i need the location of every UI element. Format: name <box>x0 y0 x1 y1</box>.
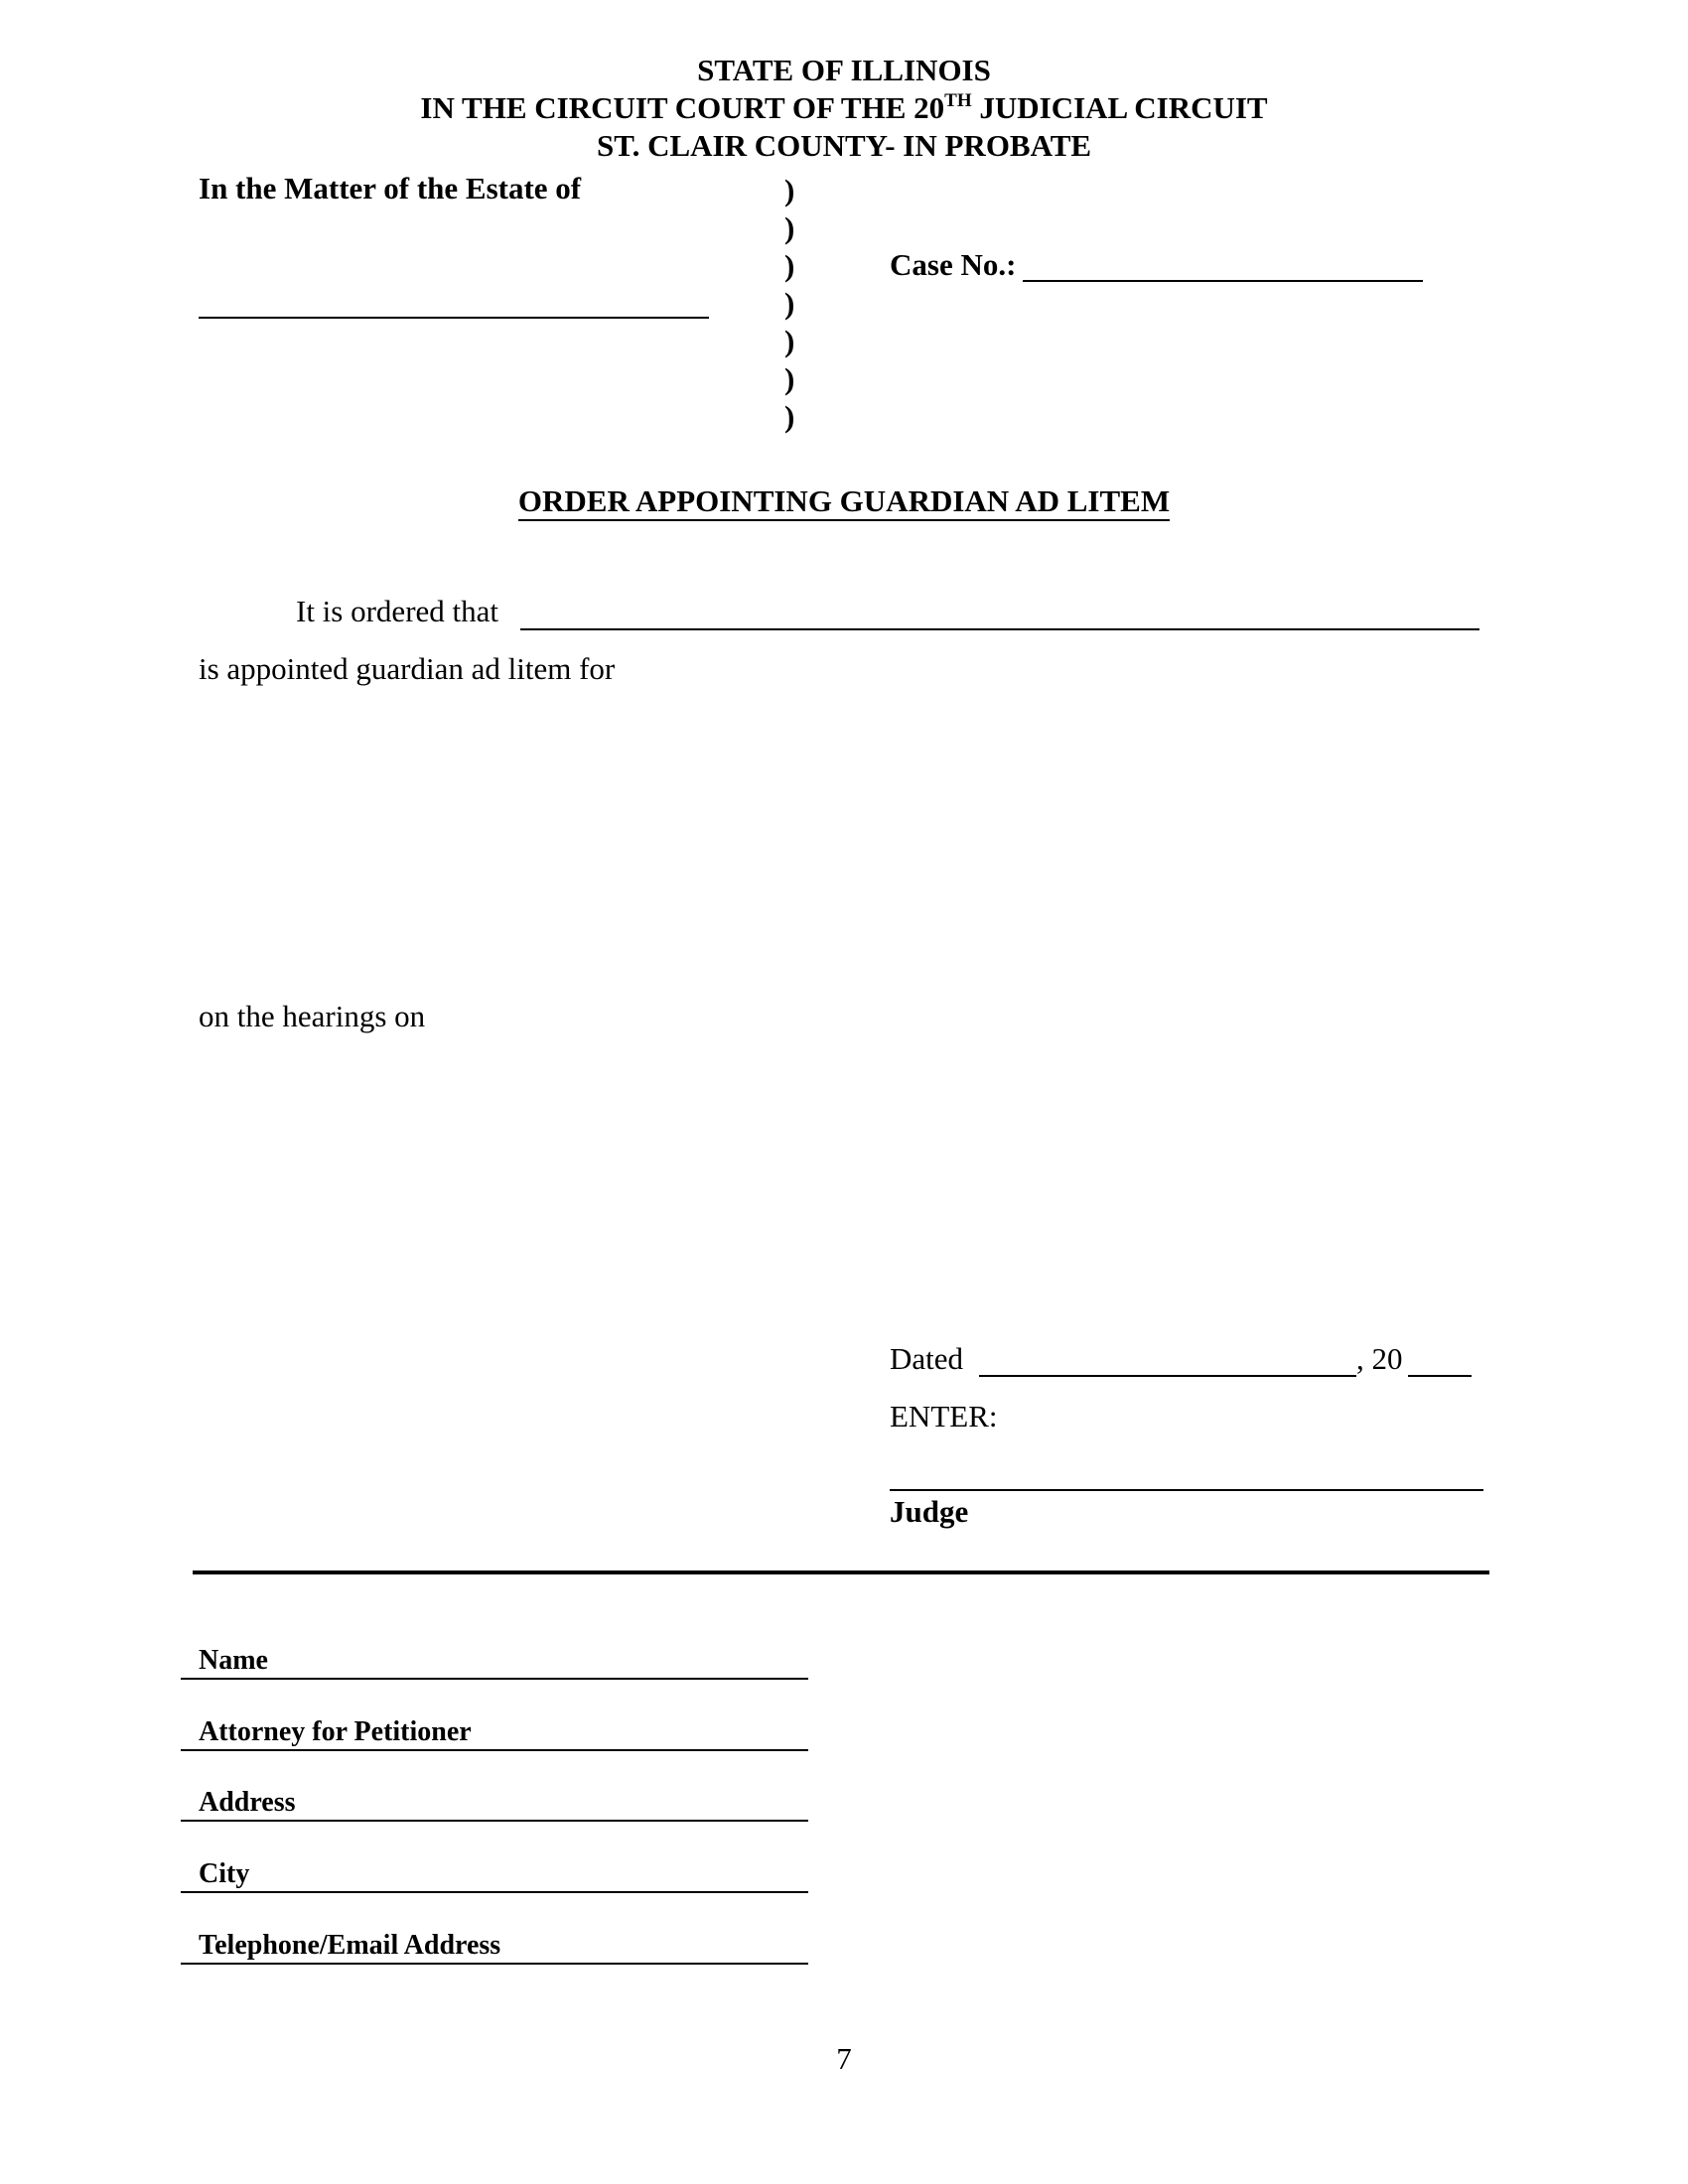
header-court-prefix: IN THE CIRCUIT COURT OF THE 20 <box>420 90 945 125</box>
dated-label: Dated <box>890 1341 964 1376</box>
estate-matter-label: In the Matter of the Estate of <box>199 171 582 205</box>
caption-paren: ) <box>784 173 795 207</box>
attorney-name-line[interactable] <box>181 1678 808 1680</box>
attorney-name-label: Name <box>199 1645 268 1676</box>
attorney-telephone-email-line[interactable] <box>181 1963 808 1965</box>
caption-paren: ) <box>784 361 795 396</box>
page-number: 7 <box>836 2041 852 2076</box>
attorney-city-line[interactable] <box>181 1891 808 1893</box>
caption-paren: ) <box>784 286 795 321</box>
attorney-for-petitioner-label: Attorney for Petitioner <box>199 1716 472 1747</box>
attorney-address-label: Address <box>199 1787 296 1818</box>
estate-name-line[interactable] <box>199 317 709 319</box>
case-number-line[interactable] <box>1023 280 1423 282</box>
judge-label: Judge <box>890 1494 969 1529</box>
attorney-for-petitioner-line[interactable] <box>181 1749 808 1751</box>
header-court-suffix: JUDICIAL CIRCUIT <box>971 90 1268 125</box>
enter-label: ENTER: <box>890 1399 998 1433</box>
year-prefix: , 20 <box>1356 1341 1403 1376</box>
document-title: ORDER APPOINTING GUARDIAN AD LITEM <box>0 482 1688 520</box>
header-state: STATE OF ILLINOIS <box>697 53 991 87</box>
attorney-telephone-email-label: Telephone/Email Address <box>199 1930 501 1961</box>
hearings-on-text: on the hearings on <box>199 999 426 1033</box>
case-number-label: Case No.: <box>890 247 1017 282</box>
guardian-name-line[interactable] <box>520 628 1479 630</box>
judge-signature-line[interactable] <box>890 1489 1483 1491</box>
caption-paren: ) <box>784 399 795 434</box>
caption-paren: ) <box>784 210 795 245</box>
year-line[interactable] <box>1408 1375 1472 1377</box>
date-line[interactable] <box>979 1375 1356 1377</box>
caption-paren: ) <box>784 248 795 283</box>
header-court-superscript: TH <box>944 90 972 111</box>
attorney-address-line[interactable] <box>181 1820 808 1822</box>
section-divider <box>193 1570 1489 1574</box>
ordered-that-text: It is ordered that <box>296 594 499 628</box>
attorney-city-label: City <box>199 1858 250 1889</box>
caption-paren: ) <box>784 324 795 358</box>
header-county: ST. CLAIR COUNTY- IN PROBATE <box>596 128 1092 163</box>
appointed-for-text: is appointed guardian ad litem for <box>199 651 616 686</box>
header-court <box>0 89 1688 127</box>
